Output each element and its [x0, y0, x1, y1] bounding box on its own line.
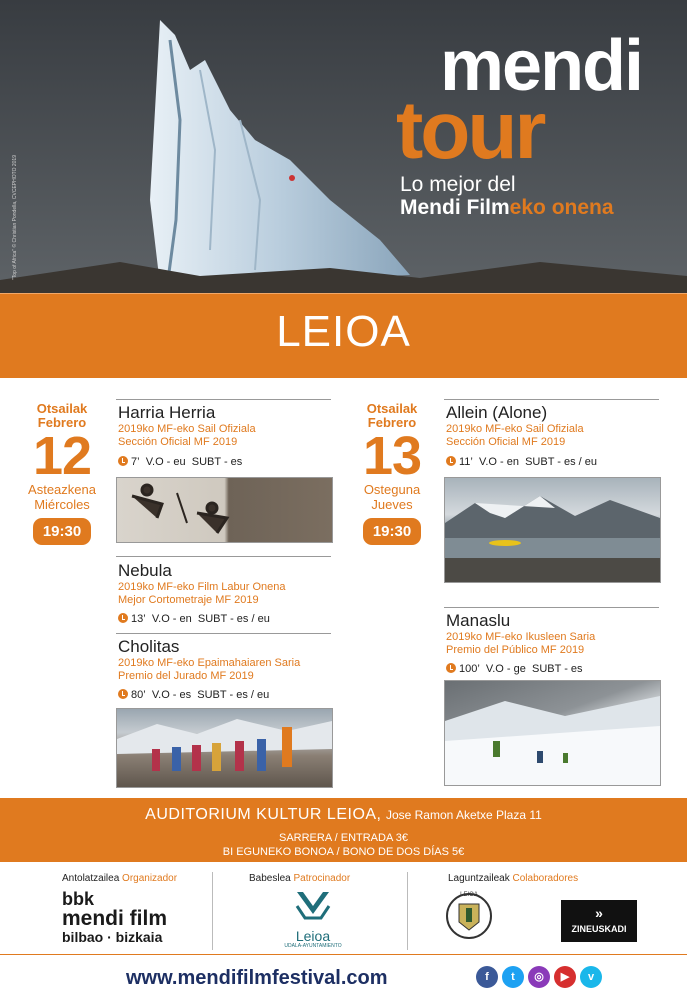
social-icons: [476, 966, 606, 990]
tagline-line1: Lo mejor del: [400, 173, 516, 196]
film-award-eu: 2019ko MF-eko Epaimahaiaren Saria: [118, 657, 301, 669]
film-title: Harria Herria: [118, 403, 216, 422]
film-language: V.O - es: [151, 689, 192, 701]
price-single: SARRERA / ENTRADA 3€: [279, 832, 408, 844]
leioa-logo: [278, 888, 348, 949]
film-nebula: [118, 561, 333, 626]
film-award-eu: 2019ko MF-eko Film Labur Onena: [118, 581, 286, 593]
collab-es: Colaboradores: [512, 873, 579, 884]
leioa-seal-logo: [444, 890, 494, 942]
film-photo-manaslu: [444, 680, 661, 786]
film-allein: [446, 403, 661, 469]
film-harria-herria: [118, 403, 333, 469]
date-day: 12: [32, 426, 92, 486]
film-meta: [118, 612, 333, 626]
bilbao-bizkaia-text: bilbao · bizkaia: [62, 929, 163, 945]
film-duration: 100’: [459, 663, 480, 675]
film-photo-allein: [444, 477, 661, 583]
date-month-es: Febrero: [367, 415, 417, 430]
bbk-mendi-film-logo: [62, 890, 167, 945]
film-award-es: Mejor Cortometraje MF 2019: [118, 594, 259, 606]
city-name: LEIOA: [276, 307, 411, 356]
bbk-text: bbk: [62, 889, 95, 909]
film-language: V.O - eu: [145, 456, 186, 468]
film-meta: [118, 455, 333, 469]
organizer-es: Organizador: [122, 873, 178, 884]
film-photo-harria-herria: [116, 477, 333, 543]
film-title: Manaslu: [446, 611, 511, 630]
film-subtitles: SUBT - es / eu: [525, 456, 598, 468]
film-cholitas: [118, 637, 333, 702]
film-title: Cholitas: [118, 637, 180, 656]
film-award-es: Sección Oficial MF 2019: [118, 436, 238, 448]
clock-icon: [446, 456, 456, 466]
seal-text: LEIOA: [460, 892, 478, 898]
tagline-bold: Mendi Film: [400, 196, 510, 219]
patron-es: Patrocinador: [293, 873, 351, 884]
film-manaslu: [446, 611, 661, 676]
logo-tour: tour: [396, 85, 544, 176]
photo-credit: [8, 60, 20, 280]
photo-credit-text: "Top of Africa" © Christian Pondella, CVCEPHOTO 2019: [12, 155, 18, 280]
film-award-es: Sección Oficial MF 2019: [446, 436, 566, 448]
facebook-icon[interactable]: f: [476, 966, 498, 988]
clock-icon: [118, 456, 128, 466]
date-weekday-eu: Osteguna: [363, 482, 421, 497]
date-month-eu: Otsailak: [366, 401, 418, 416]
date-month-eu: Otsailak: [36, 401, 88, 416]
film-title: Allein (Alone): [446, 403, 548, 422]
film-meta: [446, 455, 661, 469]
film-photo-cholitas: [116, 708, 333, 788]
venue-band: [0, 798, 687, 862]
collab-label: [448, 873, 578, 884]
clock-icon: [118, 613, 128, 623]
date-block-13: [348, 402, 436, 545]
film-subtitles: SUBT - es / eu: [197, 613, 270, 625]
organizer-label: [62, 873, 177, 884]
film-duration: 80’: [131, 689, 146, 701]
film-award-eu: 2019ko MF-eko Sail Ofiziala: [446, 423, 584, 435]
venue-name: AUDITORIUM KULTUR LEIOA,: [145, 806, 382, 823]
film-language: V.O - en: [151, 613, 192, 625]
tagline-orange: eko onena: [509, 196, 614, 219]
tagline-line2: [400, 196, 614, 220]
date-day: 13: [362, 426, 422, 486]
leioa-text: Leioa: [295, 928, 331, 944]
twitter-icon[interactable]: t: [502, 966, 524, 988]
film-award-eu: 2019ko MF-eko Sail Ofiziala: [118, 423, 256, 435]
film-title: Nebula: [118, 561, 172, 580]
film-language: V.O - en: [479, 456, 519, 468]
date-month-es: Febrero: [37, 415, 87, 430]
film-award-es: Premio del Jurado MF 2019: [118, 670, 254, 682]
film-subtitles: SUBT - es: [532, 663, 583, 675]
film-award-es: Premio del Público MF 2019: [446, 644, 585, 656]
patron-label: [249, 873, 350, 884]
vimeo-icon[interactable]: v: [580, 966, 602, 988]
patron-eu: Babeslea: [249, 873, 291, 884]
mendi-film-text: mendi film: [62, 907, 168, 930]
organizer-eu: Antolatzailea: [62, 873, 120, 884]
collab-eu: Laguntzaileak: [448, 873, 510, 884]
instagram-icon[interactable]: ◎: [528, 966, 550, 988]
film-duration: 11’: [459, 456, 473, 468]
film-duration: 13’: [131, 613, 146, 625]
film-meta: [446, 662, 661, 676]
venue-address: Jose Ramon Aketxe Plaza 11: [385, 808, 542, 822]
time-badge: 19:30: [363, 518, 421, 545]
zineuskadi-text: ZINEUSKADI: [571, 924, 627, 934]
venue-line: [0, 806, 687, 824]
leioa-emblem-icon: [293, 888, 333, 924]
film-duration: 7’: [131, 456, 140, 468]
clock-icon: [446, 663, 456, 673]
website-link[interactable]: www.mendifilmfestival.com: [126, 967, 388, 989]
city-band: [0, 293, 687, 378]
play-arrows-icon: »: [595, 905, 603, 921]
film-subtitles: SUBT - es: [191, 456, 243, 468]
date-weekday-eu: Asteazkena: [28, 482, 96, 497]
youtube-icon[interactable]: ▶: [554, 966, 576, 988]
price-bono: BI EGUNEKO BONOA / BONO DE DOS DÍAS 5€: [222, 846, 465, 858]
film-language: V.O - ge: [485, 663, 526, 675]
film-meta: [118, 688, 333, 702]
film-subtitles: SUBT - es / eu: [197, 689, 270, 701]
leioa-subtext: UDALA-AYUNTAMIENTO: [284, 943, 342, 949]
date-block-12: [18, 402, 106, 545]
date-weekday-es: Jueves: [371, 497, 413, 512]
film-award-eu: 2019ko MF-eko Ikusleen Saria: [446, 631, 596, 643]
logo-mendi: mendi: [440, 26, 643, 106]
date-weekday-es: Miércoles: [34, 497, 90, 512]
clock-icon: [118, 689, 128, 699]
zineuskadi-logo: [561, 900, 637, 942]
time-badge: 19:30: [33, 518, 91, 545]
